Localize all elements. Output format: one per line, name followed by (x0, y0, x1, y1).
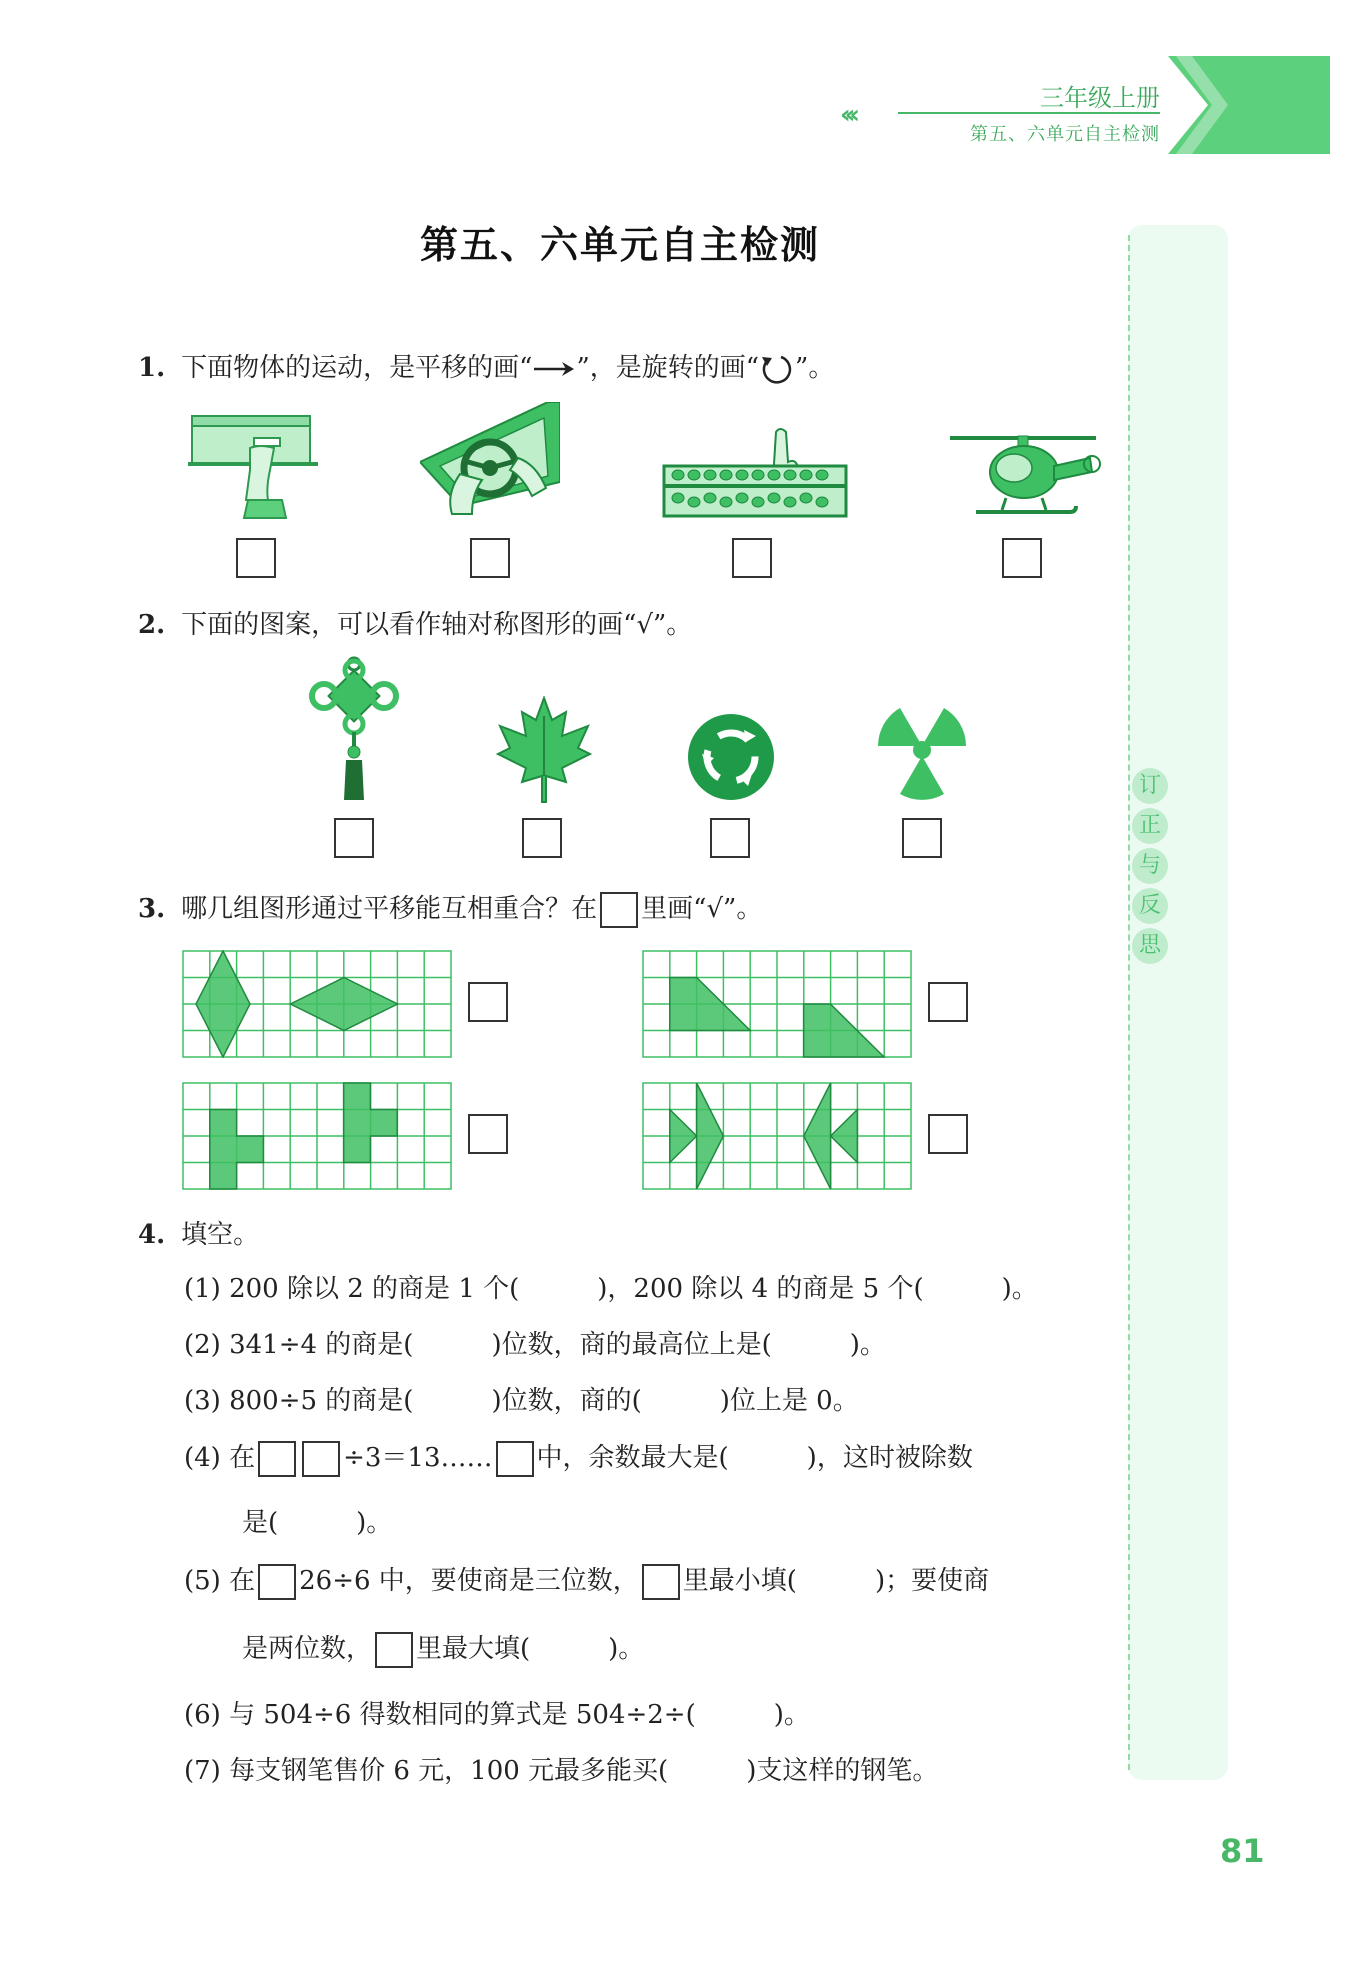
right-arrow-icon (532, 359, 576, 379)
header-unit: 第五、六单元自主检测 (970, 124, 1160, 145)
q4-item-5-text: 里最小填( )；要使商 (682, 1566, 990, 1596)
notes-label-char: 订 (1132, 768, 1168, 804)
q4-item-2: (2) 341÷4 的商是( )位数，商的最高位上是( )。 (184, 1330, 886, 1360)
q4-item-4-text: ÷3＝13…… (343, 1443, 493, 1473)
grid-triangles (642, 950, 912, 1058)
rotate-icon (759, 352, 795, 386)
abacus-picture (656, 428, 852, 524)
notes-label-char: 思 (1132, 928, 1168, 964)
q3-answer-box[interactable] (928, 1114, 968, 1154)
q3-answer-box[interactable] (468, 1114, 508, 1154)
inline-box[interactable] (258, 1441, 296, 1477)
question-number: 2. (138, 610, 166, 640)
header-chevron-stripes (1176, 56, 1246, 154)
question-text: 下面的图案，可以看作轴对称图形的画“√”。 (181, 610, 693, 640)
question-text: 下面物体的运动，是平移的画“ (181, 353, 533, 383)
q4-item-4-text: (4) 在 (184, 1443, 256, 1473)
page-title: 第五、六单元自主检测 (419, 222, 820, 267)
question-number: 1. (138, 353, 166, 383)
inline-box[interactable] (302, 1441, 340, 1477)
q4-item-4 (184, 1437, 973, 1477)
inline-box (600, 892, 638, 928)
question-number: 4. (138, 1220, 166, 1250)
question-2 (138, 604, 692, 641)
q4-item-1: (1) 200 除以 2 的商是 1 个( )，200 除以 4 的商是 5 个( )。 (184, 1274, 1038, 1304)
drawer-pull-picture (188, 412, 318, 520)
notes-column-divider (1128, 235, 1130, 1770)
chinese-knot-picture (306, 656, 402, 802)
notes-label-char: 反 (1132, 888, 1168, 924)
grid-l-shapes (182, 1082, 452, 1190)
inline-box[interactable] (642, 1564, 680, 1600)
q1-answer-box[interactable] (732, 538, 772, 578)
q1-answer-box[interactable] (470, 538, 510, 578)
inline-box[interactable] (375, 1632, 413, 1668)
notes-label-char: 与 (1132, 848, 1168, 884)
q4-item-5-text: 里最大填( )。 (416, 1634, 645, 1664)
question-text: 哪几组图形通过平移能互相重合？在 (181, 894, 598, 924)
notes-label (1128, 768, 1172, 964)
question-number: 3. (138, 894, 166, 924)
question-4 (138, 1214, 259, 1251)
q2-answer-box[interactable] (522, 818, 562, 858)
q4-item-4-text: 中，余数最大是( )，这时被除数 (536, 1443, 973, 1473)
page-number: 81 (1220, 1832, 1265, 1870)
q1-answer-box[interactable] (1002, 538, 1042, 578)
q4-item-5 (184, 1560, 989, 1600)
question-text: 里画“√”。 (641, 894, 763, 924)
notes-column (1128, 225, 1228, 1780)
helicopter-picture (946, 424, 1102, 524)
q2-answer-box[interactable] (710, 818, 750, 858)
q3-answer-box[interactable] (928, 982, 968, 1022)
q4-item-6: (6) 与 504÷6 得数相同的算式是 504÷2÷( )。 (184, 1700, 810, 1730)
question-text: 填空。 (181, 1220, 260, 1250)
question-1 (138, 347, 834, 386)
maple-leaf-picture (496, 696, 592, 804)
grid-diamonds (182, 950, 452, 1058)
header-grade: 三年级上册 (1040, 84, 1160, 112)
q4-item-5-text: 是两位数， (242, 1634, 373, 1664)
steering-wheel-picture (420, 402, 560, 520)
q2-answer-box[interactable] (902, 818, 942, 858)
q3-answer-box[interactable] (468, 982, 508, 1022)
q4-item-7: (7) 每支钢笔售价 6 元，100 元最多能买( )支这样的钢笔。 (184, 1756, 939, 1786)
question-3 (138, 888, 762, 928)
grid-arrows (642, 1082, 912, 1190)
radiation-sign-picture (870, 700, 974, 800)
inline-box[interactable] (496, 1441, 534, 1477)
header-arrows-icon: ‹‹‹ (840, 100, 855, 130)
question-text: ”。 (795, 353, 835, 383)
q2-answer-box[interactable] (334, 818, 374, 858)
q4-item-5-text: 26÷6 中，要使商是三位数， (299, 1566, 639, 1596)
question-text: ”，是旋转的画“ (576, 353, 760, 383)
notes-label-char: 正 (1132, 808, 1168, 844)
q1-answer-box[interactable] (236, 538, 276, 578)
recycle-circle-picture (686, 712, 776, 802)
q4-item-4-cont: 是( )。 (242, 1508, 393, 1538)
q4-item-5-text: (5) 在 (184, 1566, 256, 1596)
q4-item-5-cont (242, 1628, 644, 1668)
q4-item-3: (3) 800÷5 的商是( )位数，商的( )位上是 0。 (184, 1386, 859, 1416)
inline-box[interactable] (258, 1564, 296, 1600)
